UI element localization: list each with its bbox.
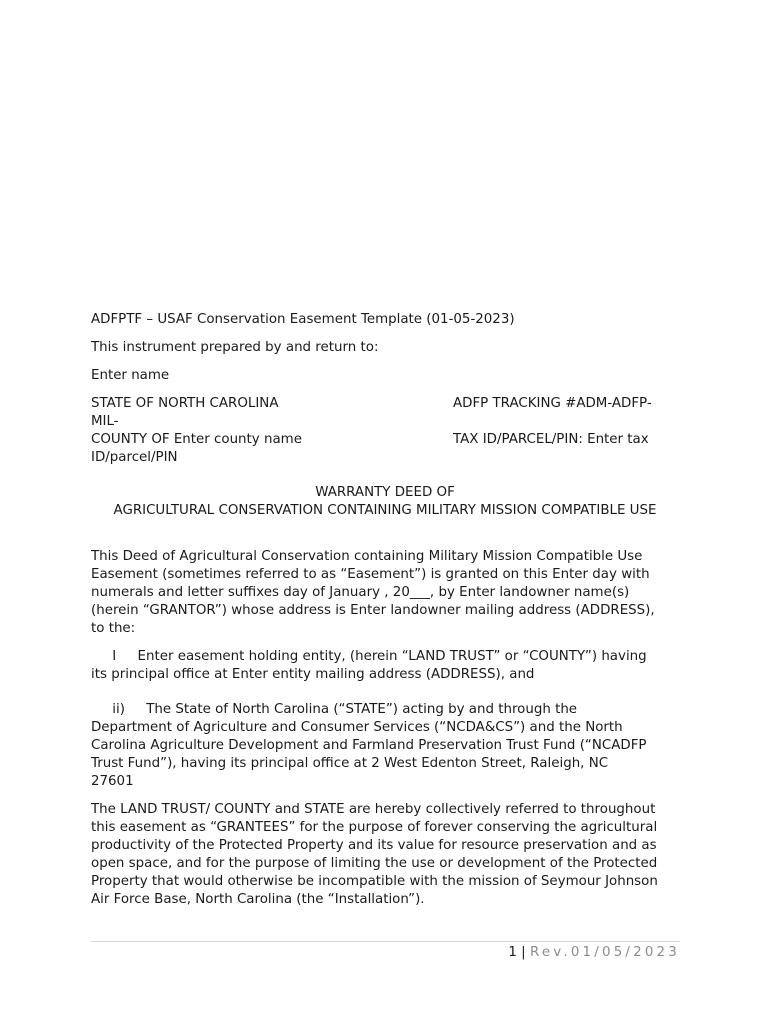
prepared-by-line: This instrument prepared by and return to: xyxy=(91,340,379,355)
tax-id-line: TAX ID/PARCEL/PIN: Enter tax xyxy=(453,432,649,447)
grantee-item-ii-line: 27601 xyxy=(91,773,134,789)
grantee-item-ii xyxy=(91,701,683,791)
intro-paragraph-line: to the: xyxy=(91,620,136,636)
footer-divider xyxy=(91,941,680,942)
deed-title-line-1: WARRANTY DEED OF xyxy=(315,485,455,500)
tracking-number-line: ADFP TRACKING #ADM-ADFP- xyxy=(453,396,652,411)
grantees-paragraph-line: Air Force Base, North Carolina (the “Installation”). xyxy=(91,891,425,907)
grantees-paragraph xyxy=(91,801,683,908)
state-line: STATE OF NORTH CAROLINA xyxy=(91,396,279,411)
page-number: 1 xyxy=(508,945,517,960)
grantee-item-i-line: I Enter easement holding entity, (herein “LAND TRUST” or “COUNTY”) having xyxy=(91,649,647,664)
tracking-number-continuation: MIL- xyxy=(91,414,119,429)
intro-paragraph-line: Easement (sometimes referred to as “Easement”) is granted on this Enter day with xyxy=(91,566,650,582)
grantees-paragraph-line: The LAND TRUST/ COUNTY and STATE are hereby collectively referred to throughout xyxy=(91,802,656,817)
preparer-name-field: Enter name xyxy=(91,368,170,383)
grantees-paragraph-line: Property that would otherwise be incompatible with the mission of Seymour Johnson xyxy=(91,873,658,889)
grantee-item-ii-line: Trust Fund”), having its principal office at 2 West Edenton Street, Raleigh, NC xyxy=(91,755,609,771)
grantee-item-ii-line: ii) The State of North Carolina (“STATE”) acting by and through the xyxy=(91,702,578,717)
grantee-item-ii-line: Department of Agriculture and Consumer Services (“NCDA&CS”) and the North xyxy=(91,719,623,735)
deed-title-line-2: AGRICULTURAL CONSERVATION CONTAINING MILITARY MISSION COMPATIBLE USE xyxy=(113,503,657,518)
intro-paragraph-line: (herein “GRANTOR”) whose address is Enter landowner mailing address (ADDRESS), xyxy=(91,602,655,618)
grantees-paragraph-line: productivity of the Protected Property and its value for resource preservation and as xyxy=(91,837,657,853)
grantee-item-i xyxy=(91,648,683,684)
grantees-paragraph-line: open space, and for the purpose of limiting the use or development of the Protected xyxy=(91,855,658,871)
template-title: ADFPTF – USAF Conservation Easement Template (01-05-2023) xyxy=(91,312,515,327)
grantee-item-ii-line: Carolina Agriculture Development and Farmland Preservation Trust Fund (“NCADFP xyxy=(91,737,647,753)
county-line: COUNTY OF Enter county name xyxy=(91,432,302,447)
intro-paragraph xyxy=(91,548,683,638)
footer-separator: | xyxy=(516,945,530,960)
grantees-paragraph-line: this easement as “GRANTEES” for the purpose of forever conserving the agricultural xyxy=(91,819,658,835)
grantee-item-i-line: its principal office at Enter entity mailing address (ADDRESS), and xyxy=(91,666,535,682)
page-footer xyxy=(508,944,680,962)
revision-date: Rev.01/05/2023 xyxy=(529,945,680,960)
intro-paragraph-line: This Deed of Agricultural Conservation containing Military Mission Compatible Use xyxy=(91,549,643,564)
parcel-pin-line: ID/parcel/PIN xyxy=(91,450,178,465)
intro-paragraph-line: numerals and letter suffixes day of January , 20___, by Enter landowner name(s) xyxy=(91,584,630,600)
